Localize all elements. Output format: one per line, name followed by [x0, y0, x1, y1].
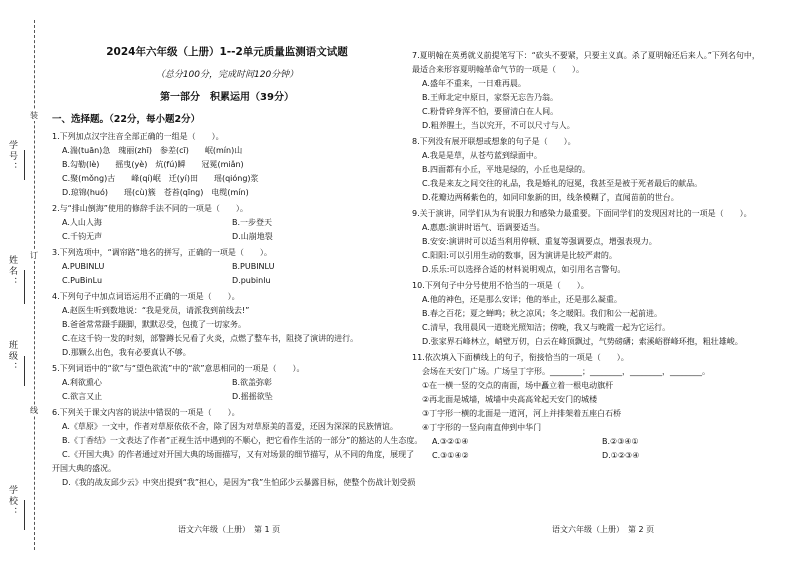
option-c[interactable]: C.《开国大典》的作者通过对开国大典的场面描写，又有对场景的细节描写，从不同的角度，展现了	[62, 450, 415, 459]
option-b[interactable]: B.安安:演讲时可以适当利用停顿、重复等强调要点，增强表现力。	[422, 237, 657, 246]
question-stem-continued: 最适合来形容夏明翰革命气节的一项是（ ）。	[412, 65, 584, 74]
question-3	[52, 247, 402, 286]
option-d[interactable]: D.琼锦(huó) 瑶(cù)簇 苍苔(qīng) 电缆(mín)	[62, 188, 249, 197]
page-2-column	[412, 50, 782, 466]
option-c[interactable]: C.PuBinLu	[62, 276, 103, 285]
question-stem: 7.夏明翰在英勇就义前提笔写下：“砍头不要紧，只要主义真。杀了夏明翰还后来人。”下列名句中，	[412, 51, 760, 60]
student-id-blank[interactable]	[24, 150, 25, 180]
option-d[interactable]: D.摇摇欲坠	[232, 392, 273, 401]
option-c[interactable]: C.粉骨碎身浑不怕，要留清白在人间。	[422, 107, 559, 116]
class-blank[interactable]	[24, 356, 25, 386]
question-stem: 1.下列加点汉字注音全部正确的一组是（ ）。	[52, 132, 224, 141]
option-c[interactable]: C.阳阳:可以引用生动的数事，因为演讲是比较严肃的。	[422, 251, 617, 260]
option-c[interactable]: C.③①④②	[432, 451, 469, 460]
question-stem: 11.依次填入下面横线上的句子，衔接恰当的一项是（ ）。	[412, 353, 629, 362]
exam-title: 2024年六年级（上册）1--2单元质量监测语文试题	[106, 46, 348, 58]
option-d[interactable]: D.pubinlu	[232, 276, 271, 285]
option-b[interactable]: B.欲盖弥彰	[232, 378, 273, 387]
sentence-3: ③丁字形一横的北面是一道河，河上并排架着五座白石桥	[422, 409, 622, 418]
sentence-2: ②再北面是城墙，城墙中央高高耸起天安门的城楼	[422, 395, 598, 404]
option-a[interactable]: A.利欲熏心	[62, 378, 102, 387]
footer-page-1: 语文六年级（上册） 第 1 页	[178, 525, 281, 534]
option-d[interactable]: D.乐乐:可以选择合适的材料说明观点，如引用名言警句。	[422, 265, 626, 274]
question-4	[52, 291, 402, 358]
option-c[interactable]: C.聚(mǒng)古 峰(qí)岷 迁(yí)田 瑶(qióng)浆	[62, 174, 259, 183]
option-b[interactable]: B.PUBINLU	[232, 262, 275, 271]
question-stem: 9.关于演讲，同学们从为有说服力和感染力最重要。下面同学们的发现因对比的一项是（ ）。	[412, 209, 752, 218]
question-11	[412, 352, 782, 461]
option-d[interactable]: D.花瓣边两稀紫色的，如同印象新的田，线条模糊了，直闻苗前的世台。	[422, 193, 679, 202]
question-passage: 会场在天安门广场。广场呈丁字形。________；________，________，________。	[422, 367, 710, 376]
option-a[interactable]: A.盛年不重来，一日难再晨。	[422, 79, 526, 88]
binding-mark-ding: 订	[30, 251, 38, 260]
sentence-4: ④丁字形的一竖向南直伸到中华门	[422, 423, 542, 432]
option-b[interactable]: B.勾勒(lè) 摇曳(yè) 炕(fú)瞬 冠冕(miǎn)	[62, 160, 244, 169]
option-b[interactable]: B.春之百花；夏之蝉鸣；秋之凉风；冬之暖阳。我们和公一起前进。	[422, 309, 663, 318]
question-9	[412, 208, 782, 275]
option-d[interactable]: D.《我的战友邱少云》中突出提到“我”担心，是因为“我”生怕邱少云暴露目标，使整个伤战计划受损	[62, 478, 416, 487]
binding-mark-zhuang: 装	[30, 111, 38, 120]
question-stem: 2.与“排山倒海”使用的修辞手法不同的一项是（ ）。	[52, 204, 248, 213]
school-label: 学校：	[7, 485, 17, 518]
binding-dashed-line	[34, 20, 35, 550]
option-a[interactable]: A.湍(tuān)急 瑰丽(zhī) 参差(cī) 岷(mín)山	[62, 146, 243, 155]
school-blank[interactable]	[24, 500, 25, 530]
option-a[interactable]: A.人山人海	[62, 218, 102, 227]
option-c[interactable]: C.清早，我用晨风一道晓光照知洁；傍晚，我又与晚霞一起为它运行。	[422, 323, 671, 332]
question-5	[52, 363, 402, 402]
option-c[interactable]: C.在这千钧一发的时刻，部警蹲长兄看了火炎，点燃了整车书，阻挠了演讲的进行。	[62, 334, 359, 343]
part-heading: 第一部分 积累运用（39分）	[160, 92, 294, 103]
question-stem: 6.下列关于课文内容的说法中错误的一项是（ ）。	[52, 408, 240, 417]
question-8	[412, 136, 782, 203]
section-heading: 一、选择题。（22分，每小题2分）	[52, 114, 201, 125]
option-b[interactable]: B.爸爸常常蹑手蹑脚，默默忍受，包揽了一切家务。	[62, 320, 247, 329]
option-b[interactable]: B.一步登天	[232, 218, 273, 227]
option-d[interactable]: D.①②③④	[602, 451, 640, 460]
name-blank[interactable]	[24, 270, 25, 304]
option-a[interactable]: A.我是是草，从苍芍蓝到绿面中。	[422, 151, 542, 160]
sentence-1: ①在一横一竖的交点的南面，场中矗立着一根电动旗杆	[422, 381, 614, 390]
question-stem: 8.下列没有展开联想或想象的句子是（ ）。	[412, 137, 576, 146]
question-7	[412, 50, 782, 131]
option-a[interactable]: A.③②①④	[432, 437, 469, 446]
footer-page-2: 语文六年级（上册） 第 2 页	[552, 525, 655, 534]
student-id-label: 学号：	[7, 140, 17, 173]
option-a[interactable]: A.他的神色，还是那么安详；他的举止，还是那么凝重。	[422, 295, 622, 304]
option-b[interactable]: B.《丁香结》一文表达了作者“正视生活中遇到的不顺心，把它看作生活的一部分”的豁达的人生态度。	[62, 436, 423, 445]
option-a[interactable]: A.《草原》一文中，作者对草原依依不舍，除了因为对草原美的喜爱，还因为深深的民族情谊。	[62, 422, 398, 431]
page-1-column	[52, 44, 423, 493]
option-d[interactable]: D.山崩地裂	[232, 232, 273, 241]
option-a[interactable]: A.PUBINLU	[62, 262, 105, 271]
option-b[interactable]: B.四面都有小丘，平地是绿的，小丘也是绿的。	[422, 165, 591, 174]
option-c[interactable]: C.千钧无声	[62, 232, 103, 241]
question-10	[412, 280, 782, 347]
binding-strip	[0, 0, 44, 562]
question-1	[52, 131, 402, 198]
option-b[interactable]: B.②③④①	[602, 437, 639, 446]
question-stem: 5.下列词语中的“欲”与“望色欲流”中的“欲”意思相同的一项是（ ）。	[52, 364, 305, 373]
option-c[interactable]: C.欲言又止	[62, 392, 103, 401]
option-c-continued: 开国大典的盛况。	[52, 464, 116, 473]
option-d[interactable]: D.张家界石峰林立，峭壁万仞，白云在峰顶飘过，气势磅礴；索溪峪群峰环抱，粗壮雄峻。	[422, 337, 743, 346]
option-c[interactable]: C.我是来友之间交往的礼品，我是婚礼的冠冕，我甚至是被于死者最后的献品。	[422, 179, 703, 188]
option-a[interactable]: A.惠惠:演讲时语气、语调要适当。	[422, 223, 545, 232]
option-b[interactable]: B.王师北定中原日，家祭无忘告乃翁。	[422, 93, 559, 102]
exam-subtitle: （总分100分，完成时间120分钟）	[155, 70, 299, 80]
question-stem: 10.下列句子中分号使用不恰当的一项是（ ）。	[412, 281, 589, 290]
option-d[interactable]: D.那颗么出色，我有必要真认不够。	[62, 348, 191, 357]
name-label: 姓名：	[7, 255, 17, 288]
question-stem: 4.下列句子中加点词语运用不正确的一项是（ ）。	[52, 292, 240, 301]
class-label: 班级：	[7, 340, 17, 373]
question-stem: 3.下列选项中，“调帘路”地名的拼写，正确的一项是（ ）。	[52, 248, 272, 257]
question-2	[52, 203, 402, 242]
question-6	[52, 407, 423, 488]
binding-mark-xian: 线	[30, 406, 38, 415]
option-a[interactable]: A.赵医生听到数地说：“我是党员，请派我到前线去!”	[62, 306, 250, 315]
option-d[interactable]: D.粗养腥土，当以究开，不可以尺寸与人。	[422, 121, 575, 130]
